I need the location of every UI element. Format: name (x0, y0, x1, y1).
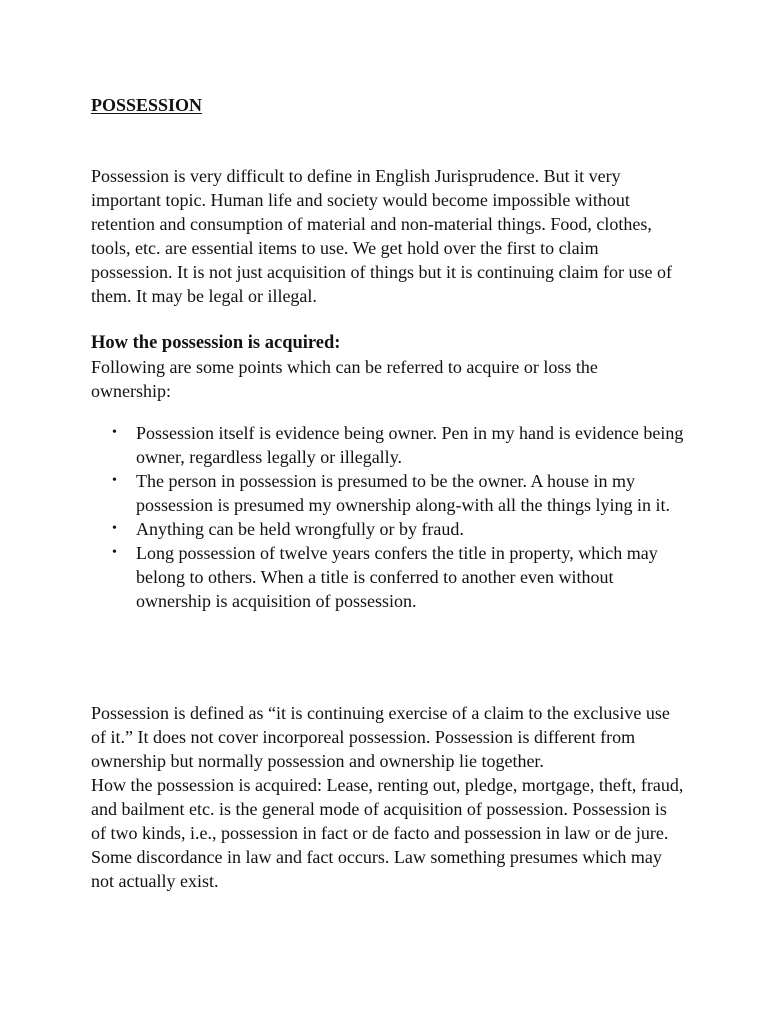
definition-paragraph: Possession is defined as “it is continuing exercise of a claim to the exclusive use of it.” It does not cover incorporeal possession. Possession is different from ownership but normally possession and ownership lie together. (91, 703, 670, 771)
section-heading: How the possession is acquired: (91, 333, 341, 353)
list-item-text: Anything can be held wrongfully or by fraud. (136, 519, 464, 539)
bullet-icon: • (112, 425, 117, 440)
list-item (91, 469, 691, 517)
intro-paragraph: Possession is very difficult to define in English Jurisprudence. But it very important topic. Human life and society would become impossible without retention and consumption of material and non-material things. Food, clothes, tools, etc. are essential items to use. We get hold over the first to claim possession. It is not just acquisition of things but it is continuing claim for use of them. It may be legal or illegal. (91, 166, 672, 306)
list-item (91, 421, 691, 469)
list-item (91, 517, 691, 541)
section-intro-paragraph: Following are some points which can be referred to acquire or loss the ownership: (91, 357, 598, 401)
closing-section (91, 701, 686, 893)
list-item-text: Long possession of twelve years confers the title in property, which may belong to others. When a title is conferred to another even without ownership is acquisition of possession. (136, 543, 658, 611)
bullet-icon: • (112, 521, 117, 536)
acquisition-paragraph: How the possession is acquired: Lease, renting out, pledge, mortgage, theft, fraud, and bailment etc. is the general mode of acquisition of possession. Possession is of two kinds, i.e., possession in fact or de facto and possession in law or de jure. Some discordance in law and fact occurs. Law something presumes which may not actually exist. (91, 775, 684, 891)
page-title: POSSESSION (91, 95, 203, 115)
bullet-icon: • (112, 545, 117, 560)
list-item (91, 541, 691, 613)
list-item-text: Possession itself is evidence being owner. Pen in my hand is evidence being owner, regardless legally or illegally. (136, 423, 684, 467)
points-list (91, 421, 691, 613)
bullet-icon: • (112, 473, 117, 488)
list-item-text: The person in possession is presumed to be the owner. A house in my possession is presumed my ownership along-with all the things lying in it. (136, 471, 670, 515)
